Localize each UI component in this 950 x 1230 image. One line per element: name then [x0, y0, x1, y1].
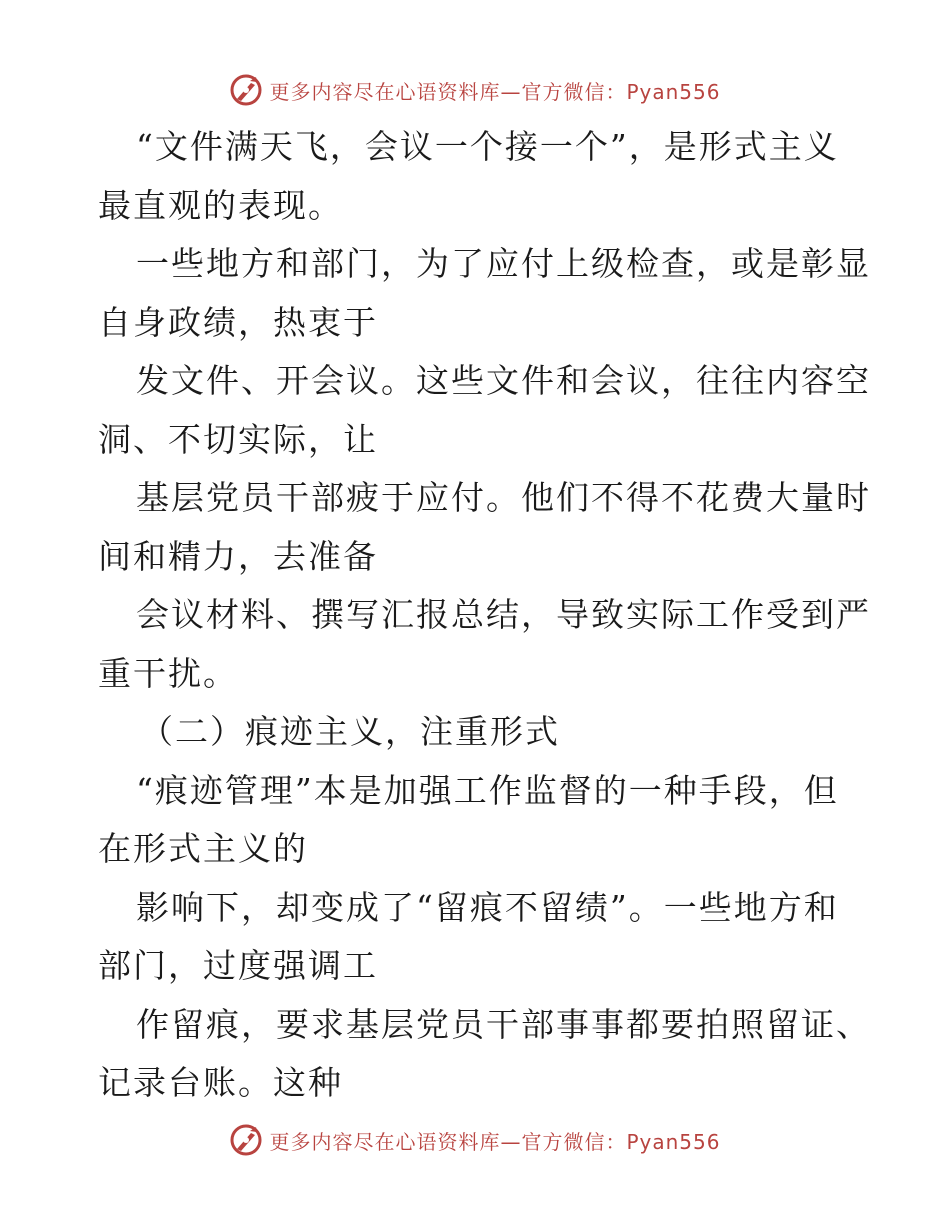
section-heading: （二）痕迹主义，注重形式 [140, 712, 560, 751]
footer-watermark [0, 1120, 950, 1160]
watermark-text: 更多内容尽在心语资料库—官方微信：Pyan556 [269, 79, 721, 104]
text-line: 部门，过度强调工 [98, 946, 378, 985]
text-line: 会议材料、撰写汇报总结，导致实际工作受到严 [136, 595, 871, 634]
pen-logo-icon [229, 1123, 263, 1157]
text-line: 重干扰。 [98, 653, 238, 693]
header-watermark [0, 70, 950, 110]
text-line: 基层党员干部疲于应付。他们不得不花费大量时 [136, 478, 871, 517]
text-line: 最直观的表现。 [98, 185, 343, 225]
text-line: 一些地方和部门，为了应付上级检查，或是彰显 [136, 244, 871, 283]
text-line: 洞、不切实际，让 [98, 419, 378, 459]
watermark-group [229, 73, 720, 107]
text-line: 发文件、开会议。这些文件和会议，往往内容空 [136, 361, 871, 400]
document-body [98, 118, 871, 1113]
watermark-text: 更多内容尽在心语资料库—官方微信：Pyan556 [269, 1129, 721, 1154]
text-line: “文件满天飞，会议一个接一个”，是形式主义 [136, 127, 839, 166]
pen-logo-icon [229, 73, 263, 107]
text-line: 影响下，却变成了“留痕不留绩”。一些地方和 [136, 887, 839, 927]
text-line: 在形式主义的 [98, 829, 308, 868]
text-line: 自身政绩，热衷于 [98, 302, 378, 342]
text-line: 记录台账。这种 [98, 1063, 343, 1102]
text-line: “痕迹管理”本是加强工作监督的一种手段，但 [136, 770, 839, 810]
text-line: 间和精力，去准备 [98, 536, 378, 576]
watermark-group [229, 1123, 720, 1157]
text-line: 作留痕，要求基层党员干部事事都要拍照留证、 [136, 1004, 871, 1044]
